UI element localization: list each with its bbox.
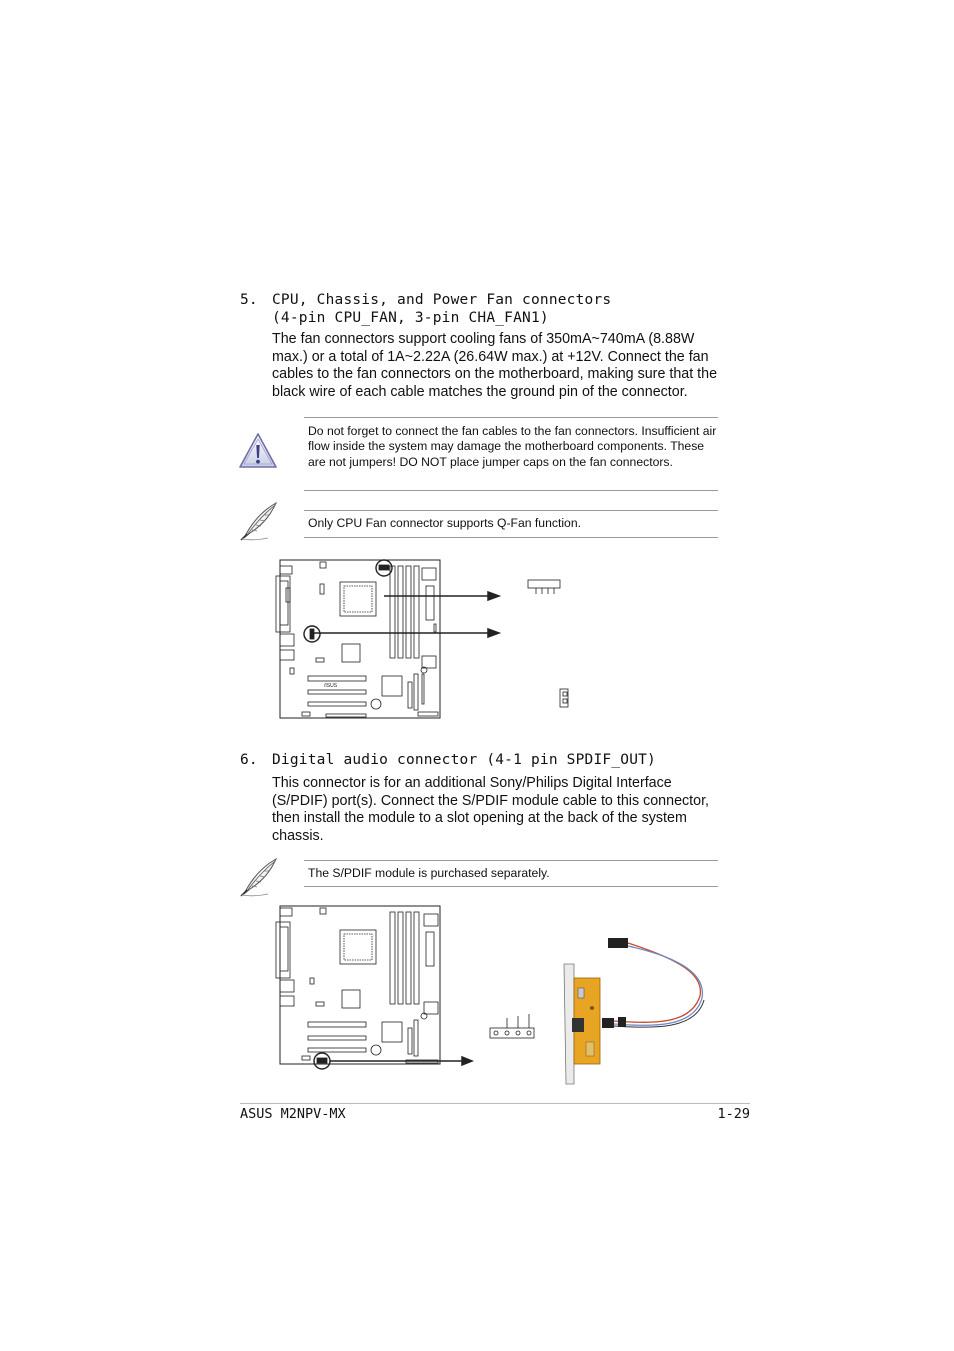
section6-body: This connector is for an additional Sony/Philips Digital Interface (S/PDIF) port(s). Connect the S/PDIF module cable to this connector, then install the module to a slot opening at the back of the system chassis. (272, 775, 710, 844)
section6-title: Digital audio connector (4-1 pin SPDIF_OUT) (272, 752, 656, 768)
caution-text: Do not forget to connect the fan cables to the fan connectors. Insufficient air flow inside the system may damage the motherboard components. These are not jumpers! DO NOT place jumper caps on the fan connectors. (308, 424, 717, 469)
motherboard-fan-diagram (266, 556, 586, 731)
quill-pen-note-icon (238, 500, 280, 547)
note2-rule-bottom (304, 886, 718, 887)
note1-rule-top (304, 510, 718, 511)
footer-page-number: 1-29 (717, 1106, 750, 1122)
section5-title-line1: CPU, Chassis, and Power Fan connectors (272, 292, 612, 308)
section6-number: 6. (240, 752, 258, 768)
caution-rule-bottom (304, 490, 718, 491)
note2-rule-top (304, 860, 718, 861)
motherboard-spdif-diagram (266, 902, 476, 1077)
note1-text: Only CPU Fan connector supports Q-Fan function. (308, 516, 581, 530)
warning-triangle-icon (238, 432, 278, 475)
note1-rule-bottom (304, 537, 718, 538)
spdif-module-illustration (486, 930, 711, 1095)
section5-title-line2: (4-pin CPU_FAN, 3-pin CHA_FAN1) (272, 310, 549, 326)
footer-product: ASUS M2NPV-MX (240, 1106, 346, 1122)
section5-number: 5. (240, 292, 258, 308)
footer-rule (240, 1103, 750, 1104)
section5-body: The fan connectors support cooling fans of 350mA~740mA (8.88W max.) or a total of 1A~2.22A (26.64W max.) at +12V. Connect the fan cables to the fan connectors on the motherboard, making sure that the black wire of each cable matches the ground pin of the connector. (272, 331, 718, 400)
caution-rule-top (304, 417, 718, 418)
note2-text: The S/PDIF module is purchased separately. (308, 866, 550, 880)
quill-pen-note-icon (238, 856, 280, 903)
board-logo: /ISUS (324, 683, 338, 689)
